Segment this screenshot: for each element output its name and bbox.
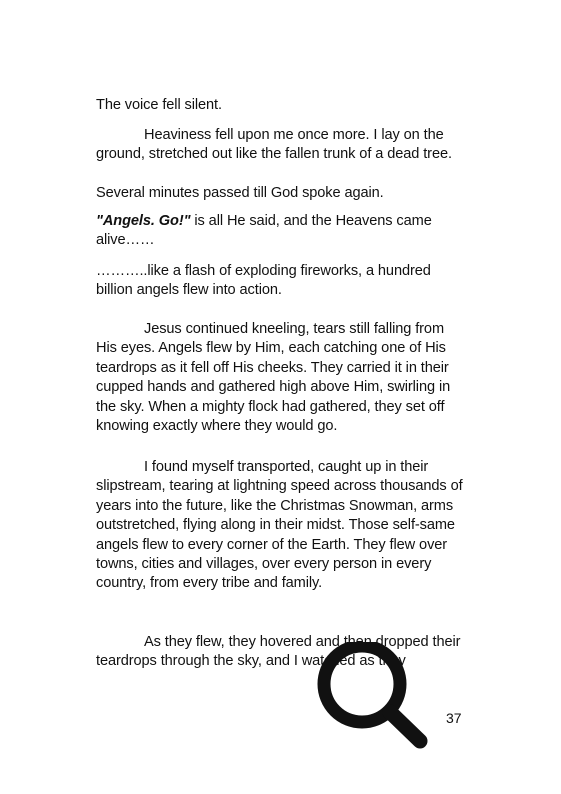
paragraph-7: I found myself transported, caught up in their slipstream, tearing at lightning speed across thousands of years into the future, like the Christmas Snowman, arms outstretched, flying along in their midst. Those self-same angels flew to every corner of the Earth. They flew over towns, cities and villages, over every person in every country, from every tribe and family. <box>96 459 463 592</box>
paragraph-2: Heaviness fell upon me once more. I lay on the ground, stretched out like the fallen trunk of a dead tree. <box>96 127 452 163</box>
paragraph-1: The voice fell silent. <box>96 97 222 113</box>
paragraph-3: Several minutes passed till God spoke again. <box>96 185 384 201</box>
paragraph-4-rest: is all He said, and the Heavens came alive…… <box>96 213 432 249</box>
paragraph-5: ………..like a flash of exploding fireworks, a hundred billion angels flew into action. <box>96 263 431 299</box>
paragraph-8: As they flew, they hovered and then dropped their teardrops through the sky, and I watched as they <box>96 634 461 670</box>
paragraph-6: Jesus continued kneeling, tears still falling from His eyes. Angels flew by Him, each catching one of His teardrops as it fell off His cheeks. They carried it in their cupped hands and gathered high above Him, swirling in the sky. When a mighty flock had gathered, they set off knowing exactly where they would go. <box>96 321 451 435</box>
paragraph-4 <box>96 212 466 251</box>
page-number: 37 <box>446 710 462 726</box>
angels-go-quote: "Angels. Go!" <box>96 213 191 229</box>
magnifier-handle <box>390 712 420 741</box>
magnifier-icon[interactable] <box>300 642 440 752</box>
